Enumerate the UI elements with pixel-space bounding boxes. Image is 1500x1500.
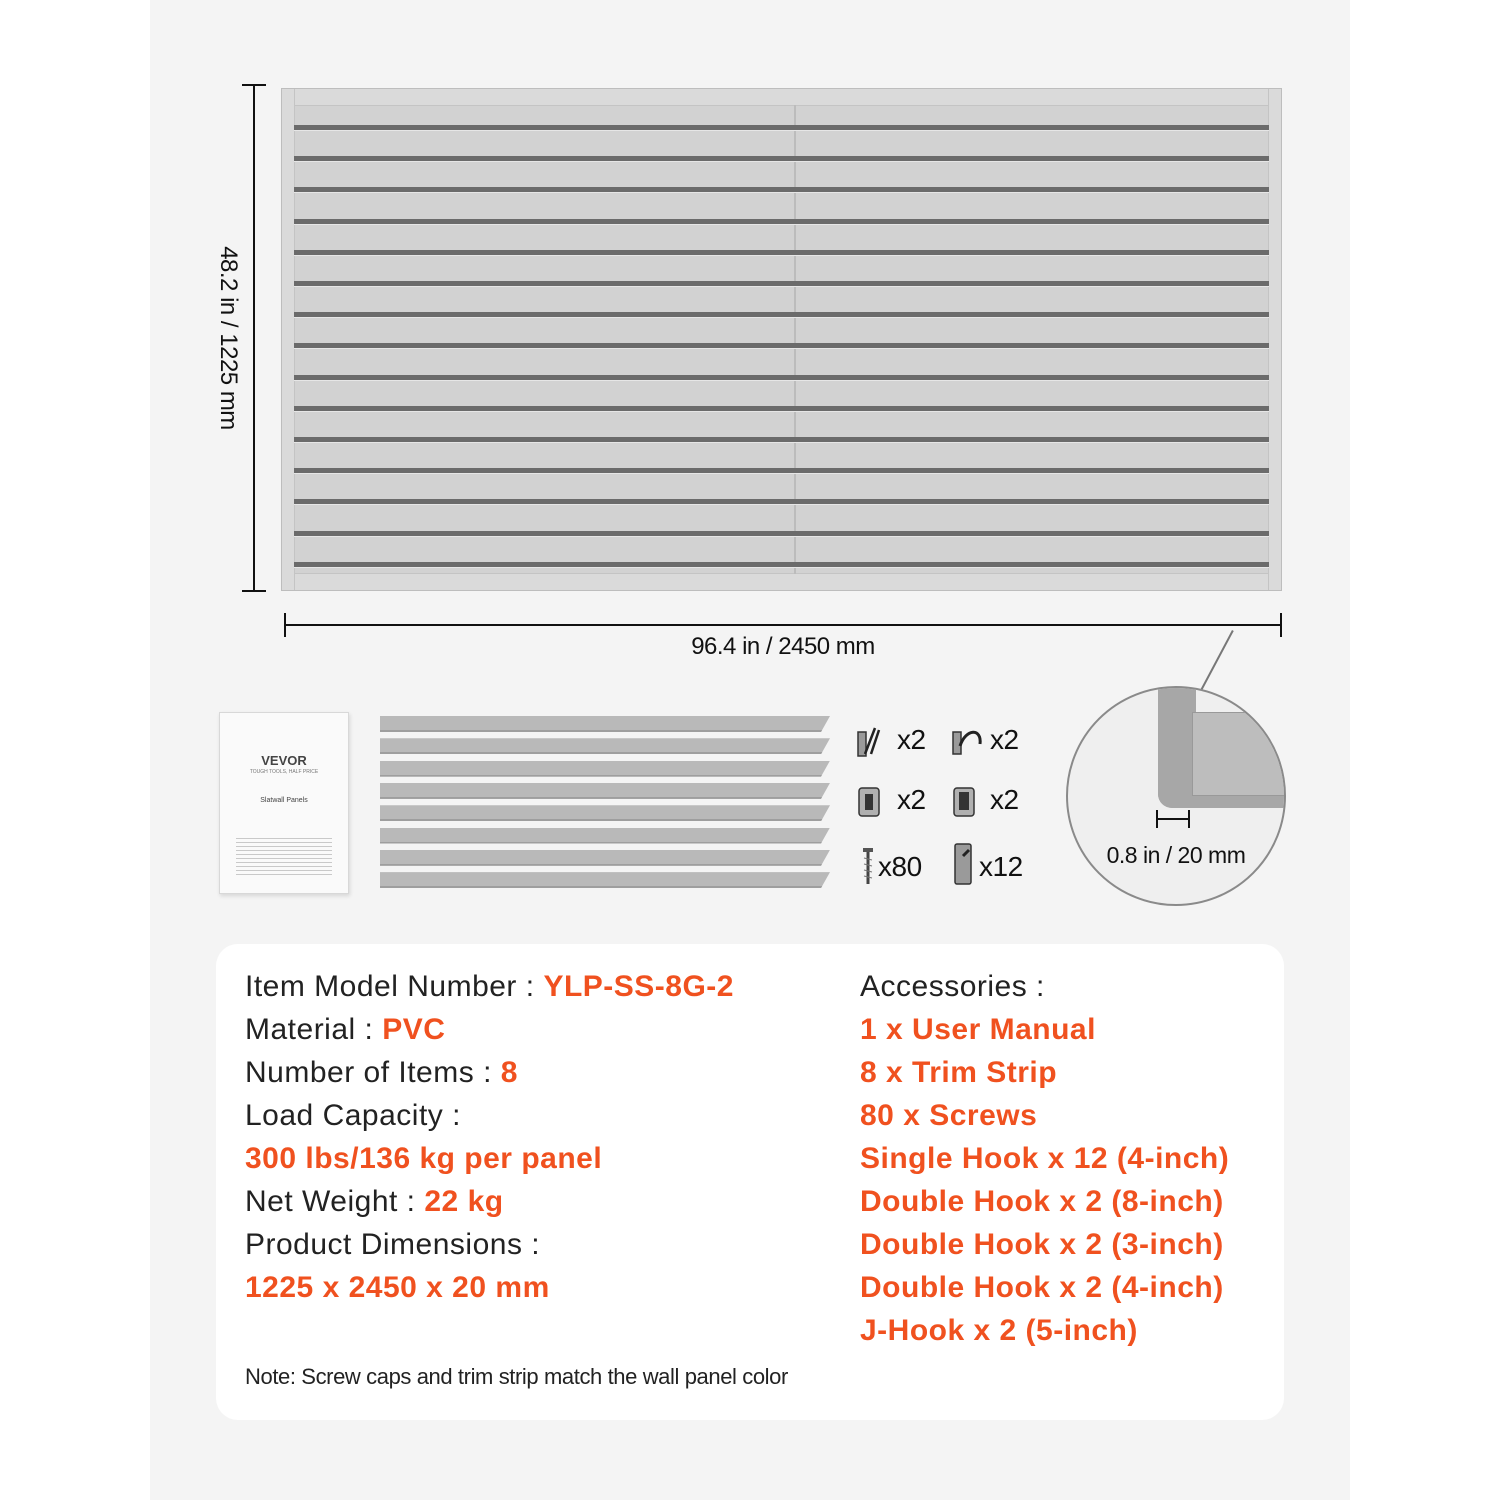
height-dimension-line [253,85,255,591]
j-hook-icon [952,724,984,758]
panel-slot [294,343,1269,348]
panel-slot [294,281,1269,286]
screw-count: x80 [878,851,922,882]
trim-strip [380,716,830,732]
weight-row [245,1185,504,1219]
thickness-dimension-line [1156,818,1190,820]
panel-slot [294,499,1269,504]
manual-tagline: TOUGH TOOLS, HALF PRICE [249,769,319,775]
trim-strip [380,738,830,754]
trim-strip [380,828,830,844]
width-dimension-label: 96.4 in / 2450 mm [691,633,875,660]
width-dimension-line [284,624,1282,626]
double-hook-4in-icon [952,784,976,818]
single-hook-count: x12 [979,851,1023,882]
weight-value: 22 kg [424,1185,504,1218]
double-hook-3in-icon [857,784,881,818]
load-label: Load Capacity : [245,1099,461,1132]
accessory-item: 1 x User Manual [860,1013,1096,1046]
accessory-item: Double Hook x 2 (3-inch) [860,1228,1224,1261]
load-value: 300 lbs/136 kg per panel [245,1142,603,1175]
panel-slot [294,406,1269,411]
accessory-item: Double Hook x 2 (4-inch) [860,1271,1224,1304]
height-dimension-cap-top [242,84,266,86]
slatwall-panel-image [281,88,1282,591]
items-label: Number of Items : [245,1056,501,1089]
panel-slot [294,375,1269,380]
panel-slot [294,125,1269,130]
accessories-label: Accessories : [860,970,1045,1003]
model-value: YLP-SS-8G-2 [543,970,734,1003]
accessory-item: 8 x Trim Strip [860,1056,1058,1089]
items-row [245,1056,518,1090]
panel-slot [294,187,1269,192]
screw-icon [860,846,876,886]
panel-slot [294,156,1269,161]
material-label: Material : [245,1013,383,1046]
double-hook-8in-count: x2 [897,724,926,755]
trim-strip [380,872,830,888]
dims-value: 1225 x 2450 x 20 mm [245,1271,550,1304]
panel-slot [294,219,1269,224]
trim-strip [380,761,830,777]
height-dimension-label: 48.2 in / 1225 mm [215,246,242,430]
accessory-item: J-Hook x 2 (5-inch) [860,1314,1138,1347]
height-dimension-cap-bottom [242,590,266,592]
material-row [245,1013,445,1047]
panel-slot [294,312,1269,317]
dims-label: Product Dimensions : [245,1228,541,1261]
trim-strip [380,805,830,821]
thickness-dimension-label: 0.8 in / 20 mm [1106,842,1246,868]
trim-strip [380,783,830,799]
model-row [245,970,734,1004]
items-value: 8 [500,1056,518,1089]
panel-slot [294,531,1269,536]
user-manual-image [219,712,349,894]
j-hook-count: x2 [990,724,1019,755]
panel-slot [294,562,1269,567]
manual-title: Slatwall Panels [260,797,308,804]
model-label: Item Model Number : [245,970,544,1003]
manual-text-lines [236,835,332,875]
panel-slot [294,250,1269,255]
panel-slot [294,437,1269,442]
accessory-item: Single Hook x 12 (4-inch) [860,1142,1230,1175]
thickness-callout [1066,686,1286,906]
trim-detail-plate [1192,712,1286,796]
panel-slot [294,468,1269,473]
accessory-item: 80 x Screws [860,1099,1038,1132]
single-hook-icon [953,842,973,886]
color-note: Note: Screw caps and trim strip match the wall panel color [245,1364,788,1389]
accessory-item: Double Hook x 2 (8-inch) [860,1185,1224,1218]
manual-brand: VEVOR [261,753,307,768]
double-hook-4in-count: x2 [990,784,1019,815]
material-value: PVC [382,1013,446,1046]
weight-label: Net Weight : [245,1185,425,1218]
panel-slats [294,105,1269,574]
double-hook-8in-icon [857,724,881,758]
double-hook-3in-count: x2 [897,784,926,815]
trim-strip [380,850,830,866]
